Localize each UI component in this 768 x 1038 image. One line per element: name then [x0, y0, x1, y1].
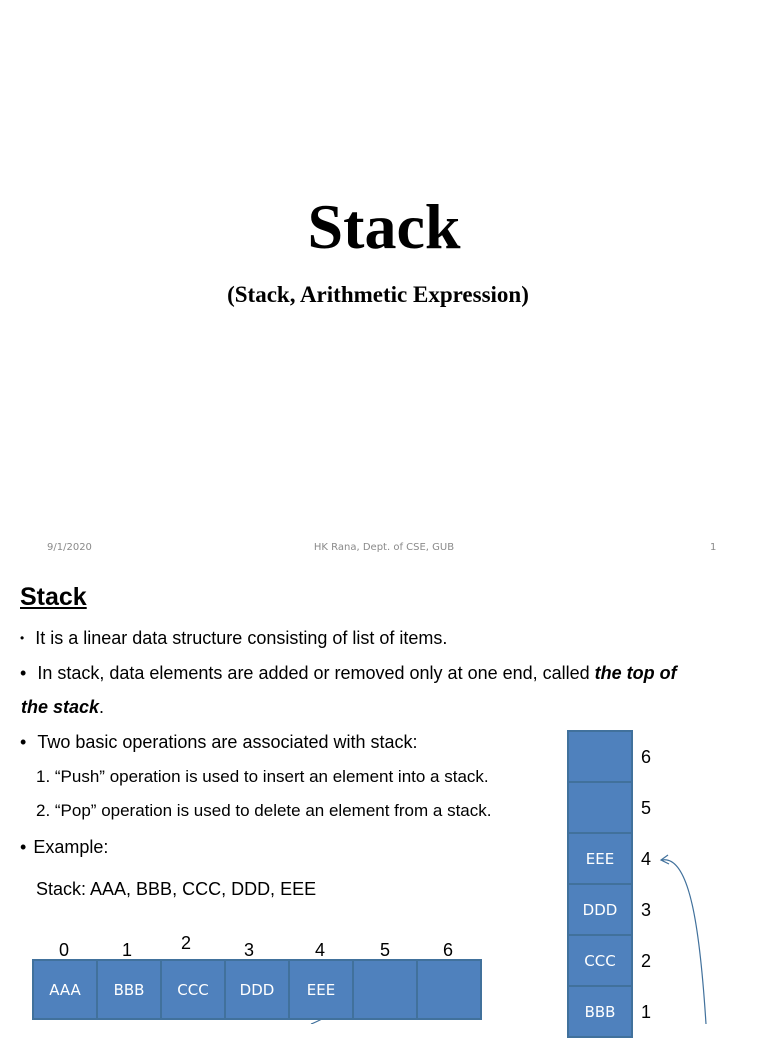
stack-cell: BBB: [569, 987, 631, 1038]
stack-index: 2: [641, 951, 652, 971]
footer-page-number: 1: [710, 542, 717, 553]
slide-title: Stack: [307, 191, 461, 262]
bullet-text: It is a linear data structure consisting of list of items.: [35, 628, 448, 648]
stack-index: 5: [641, 798, 652, 818]
push-operation: 1. “Push” operation is used to insert an element into a stack.: [36, 767, 489, 786]
footer-author: HK Rana, Dept. of CSE, GUB: [313, 542, 455, 553]
array-index: 0: [58, 940, 69, 960]
bullet-icon: •: [20, 663, 27, 683]
top-pointer-arrow-horizontal: [311, 1019, 322, 1024]
emphasis-text: the stack: [21, 697, 100, 717]
stack-cell: EEE: [569, 834, 631, 885]
array-cell: CCC: [162, 961, 226, 1018]
array-index: 6: [442, 940, 453, 960]
array-index: 1: [121, 940, 132, 960]
array-cell: EEE: [290, 961, 354, 1018]
stack-index: 4: [641, 849, 652, 869]
array-index: 4: [314, 940, 325, 960]
example-stack-text: Stack: AAA, BBB, CCC, DDD, EEE: [36, 879, 317, 899]
footer-date: 9/1/2020: [47, 542, 92, 553]
stack-index: 3: [641, 900, 652, 920]
slide-subtitle: (Stack, Arithmetic Expression): [227, 282, 529, 307]
bullet-text: Example:: [33, 837, 109, 857]
stack-index: 1: [641, 1002, 652, 1022]
array-cell: AAA: [34, 961, 98, 1018]
stack-cell: DDD: [569, 885, 631, 936]
bullet-icon: •: [20, 837, 27, 857]
bullet-icon: •: [20, 732, 27, 752]
punctuation: .: [99, 697, 105, 717]
array-cell: DDD: [226, 961, 290, 1018]
bullet-text: Two basic operations are associated with stack:: [37, 732, 418, 752]
bullet-text: In stack, data elements are added or removed only at one end, called: [37, 663, 595, 683]
pop-operation: 2. “Pop” operation is used to delete an element from a stack.: [36, 801, 492, 820]
emphasis-text: the top of: [594, 663, 677, 683]
array-cell: BBB: [98, 961, 162, 1018]
top-pointer-arrow-vertical: [662, 860, 706, 1024]
stack-cell: CCC: [569, 936, 631, 987]
section-heading: Stack: [20, 583, 87, 611]
bullet-icon: •: [20, 631, 25, 645]
stack-index: 6: [641, 747, 652, 767]
array-index: 5: [379, 940, 390, 960]
array-index: 3: [243, 940, 254, 960]
array-index: 2: [180, 933, 191, 953]
